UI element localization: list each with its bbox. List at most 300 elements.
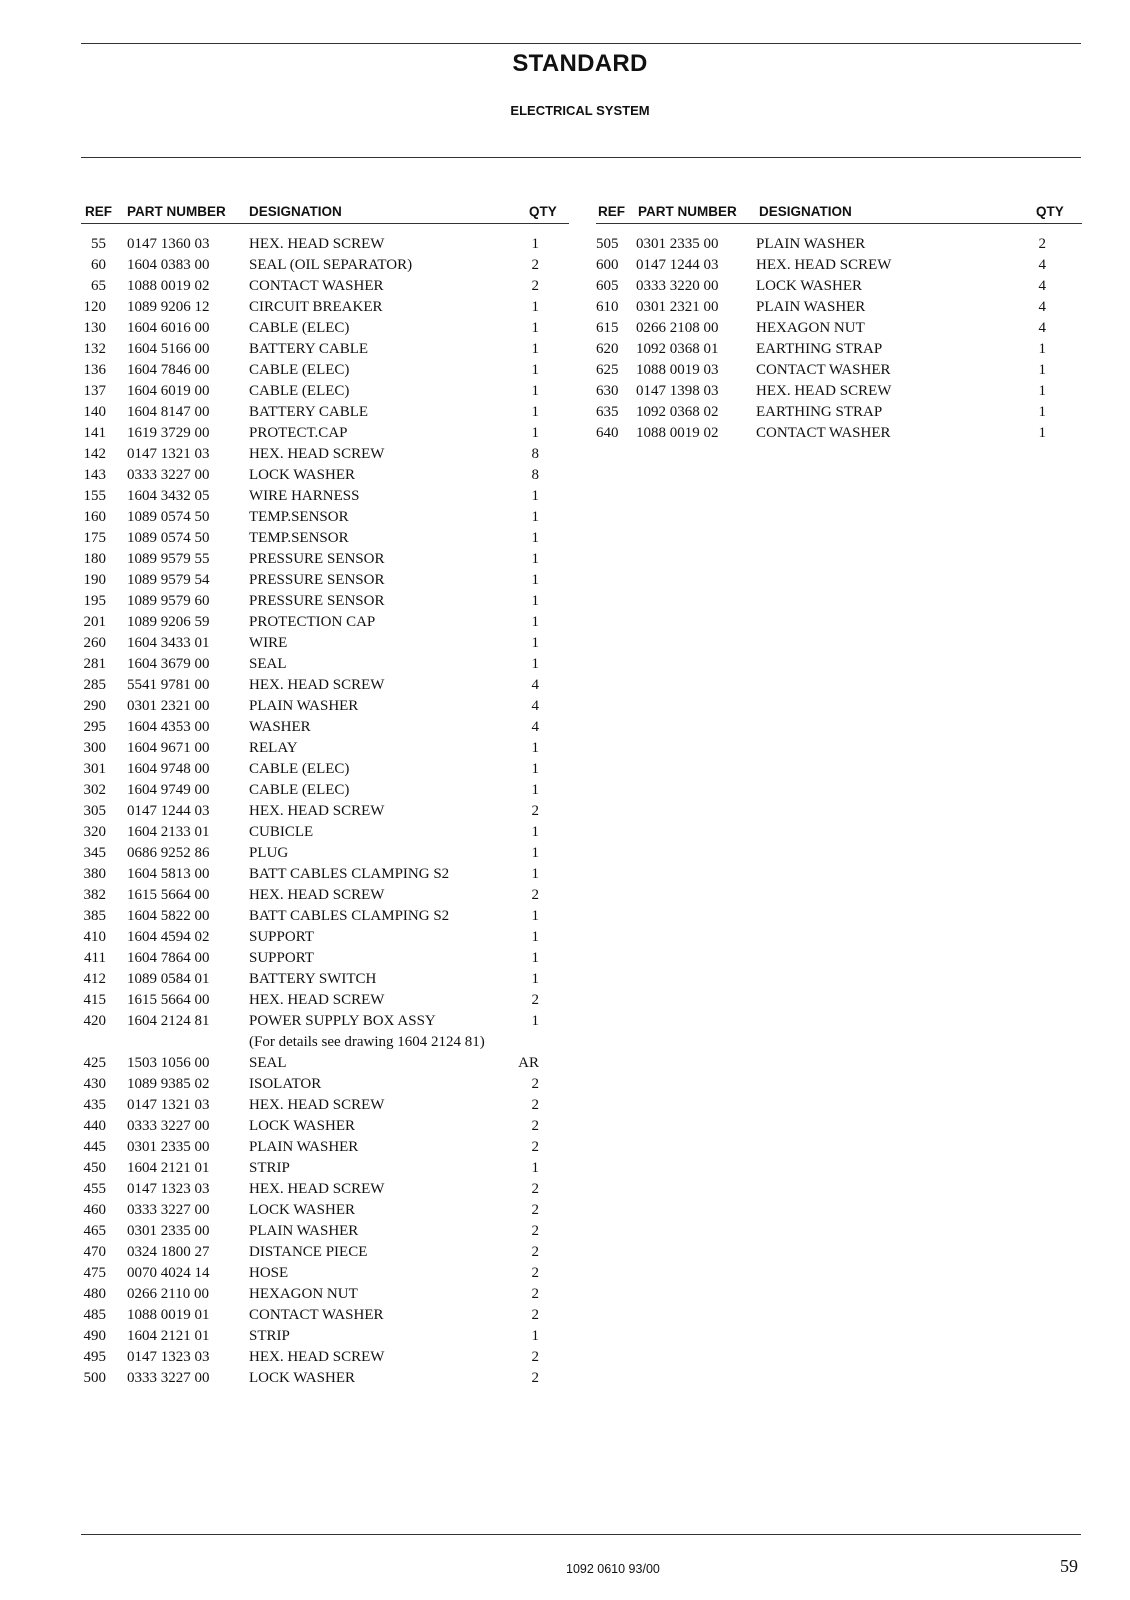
- part-number-cell: 0333 3220 00: [636, 278, 719, 294]
- ref-cell: 382: [83, 887, 106, 903]
- part-number-cell: 1604 7846 00: [127, 362, 210, 378]
- qty-cell: AR: [518, 1055, 539, 1071]
- table-row: [81, 570, 569, 591]
- qty-cell: 1: [1038, 383, 1046, 399]
- table-row: [81, 381, 569, 402]
- qty-cell: 2: [531, 257, 539, 273]
- qty-cell: 2: [531, 803, 539, 819]
- qty-cell: 1: [531, 929, 539, 945]
- qty-cell: 1: [531, 1013, 539, 1029]
- part-number-cell: 1615 5664 00: [127, 887, 210, 903]
- part-number-cell: 1089 0584 01: [127, 971, 210, 987]
- designation-cell: HEX. HEAD SCREW: [249, 992, 385, 1008]
- designation-cell: PLAIN WASHER: [756, 299, 866, 315]
- table-row: [81, 486, 569, 507]
- table-row: [81, 1074, 569, 1095]
- ref-cell: 445: [83, 1139, 106, 1155]
- designation-cell: BATTERY CABLE: [249, 404, 369, 420]
- qty-cell: 1: [531, 383, 539, 399]
- page-number: 59: [1060, 1556, 1078, 1576]
- col-part-number-header: PART NUMBER: [127, 204, 226, 219]
- part-number-cell: 1089 9206 12: [127, 299, 210, 315]
- part-number-cell: 0301 2321 00: [127, 698, 210, 714]
- part-number-cell: 0147 1321 03: [127, 446, 210, 462]
- header-rule: [81, 157, 1081, 158]
- col-part-number-header: PART NUMBER: [638, 204, 737, 219]
- qty-cell: 2: [531, 1307, 539, 1323]
- table-row: [81, 339, 569, 360]
- qty-cell: 4: [531, 677, 539, 693]
- designation-cell: CUBICLE: [249, 824, 314, 840]
- designation-cell: RELAY: [249, 740, 298, 756]
- ref-cell: 435: [83, 1097, 106, 1113]
- table-row: [81, 1347, 569, 1368]
- table-row: [596, 339, 1082, 360]
- ref-cell: 615: [596, 320, 619, 336]
- designation-cell: HEX. HEAD SCREW: [756, 257, 892, 273]
- footer-rule: [81, 1534, 1081, 1535]
- ref-cell: 411: [84, 950, 106, 966]
- qty-cell: 1: [531, 488, 539, 504]
- designation-cell: HEX. HEAD SCREW: [249, 1097, 385, 1113]
- qty-cell: 8: [531, 446, 539, 462]
- part-number-cell: 1604 5813 00: [127, 866, 210, 882]
- ref-cell: 495: [83, 1349, 106, 1365]
- ref-cell: 120: [83, 299, 106, 315]
- table-row: [81, 1011, 569, 1032]
- table-row: [81, 255, 569, 276]
- ref-cell: 630: [596, 383, 619, 399]
- table-row: [81, 423, 569, 444]
- part-number-cell: 0147 1244 03: [636, 257, 719, 273]
- qty-cell: 2: [531, 278, 539, 294]
- ref-cell: 180: [83, 551, 106, 567]
- table-row: [81, 549, 569, 570]
- table-row: [81, 1158, 569, 1179]
- designation-cell: CABLE (ELEC): [249, 320, 350, 336]
- part-number-cell: 0324 1800 27: [127, 1244, 210, 1260]
- table-row: [81, 843, 569, 864]
- designation-cell: WASHER: [249, 719, 311, 735]
- table-row: [81, 822, 569, 843]
- part-number-cell: 1088 0019 02: [127, 278, 210, 294]
- col-qty-header: QTY: [529, 204, 557, 219]
- part-number-cell: 1092 0368 02: [636, 404, 719, 420]
- ref-cell: 132: [83, 341, 106, 357]
- ref-cell: 380: [83, 866, 106, 882]
- ref-cell: 160: [83, 509, 106, 525]
- designation-cell: CABLE (ELEC): [249, 383, 350, 399]
- ref-cell: 480: [83, 1286, 106, 1302]
- table-row: [81, 885, 569, 906]
- table-row: [81, 696, 569, 717]
- table-row: [596, 402, 1082, 423]
- part-number-cell: 0266 2108 00: [636, 320, 719, 336]
- designation-cell: CONTACT WASHER: [249, 278, 384, 294]
- designation-cell: CIRCUIT BREAKER: [249, 299, 383, 315]
- designation-cell: WIRE: [249, 635, 288, 651]
- ref-cell: 201: [83, 614, 106, 630]
- part-number-cell: 1604 2121 01: [127, 1328, 210, 1344]
- part-number-cell: 0266 2110 00: [127, 1286, 209, 1302]
- ref-cell: 60: [91, 257, 106, 273]
- part-number-cell: 1088 0019 02: [636, 425, 719, 441]
- qty-cell: 2: [531, 1370, 539, 1386]
- qty-cell: 1: [531, 572, 539, 588]
- part-number-cell: 1089 9206 59: [127, 614, 210, 630]
- designation-cell: SUPPORT: [249, 950, 314, 966]
- qty-cell: 2: [531, 1202, 539, 1218]
- table-row: [81, 234, 569, 255]
- part-number-cell: 1089 0574 50: [127, 530, 210, 546]
- qty-cell: 4: [1038, 320, 1046, 336]
- ref-cell: 600: [596, 257, 619, 273]
- qty-cell: 1: [531, 299, 539, 315]
- designation-cell: PLAIN WASHER: [249, 1139, 359, 1155]
- table-header: [81, 204, 569, 224]
- designation-cell: HEXAGON NUT: [249, 1286, 358, 1302]
- designation-cell: SEAL (OIL SEPARATOR): [249, 257, 413, 273]
- part-number-cell: 0333 3227 00: [127, 467, 210, 483]
- part-number-cell: 1615 5664 00: [127, 992, 210, 1008]
- designation-cell: PLAIN WASHER: [249, 698, 359, 714]
- qty-cell: 1: [1038, 425, 1046, 441]
- table-row: [81, 759, 569, 780]
- part-number-cell: 1619 3729 00: [127, 425, 210, 441]
- qty-cell: 1: [531, 320, 539, 336]
- part-number-cell: 1604 5822 00: [127, 908, 210, 924]
- designation-cell: SUPPORT: [249, 929, 314, 945]
- qty-cell: 1: [531, 614, 539, 630]
- part-number-cell: 1092 0368 01: [636, 341, 719, 357]
- table-row: [81, 906, 569, 927]
- qty-cell: 4: [531, 719, 539, 735]
- part-number-cell: 1604 2121 01: [127, 1160, 210, 1176]
- designation-cell: BATTERY CABLE: [249, 341, 369, 357]
- designation-cell: HEX. HEAD SCREW: [249, 236, 385, 252]
- table-row: [81, 276, 569, 297]
- ref-cell: 640: [596, 425, 619, 441]
- qty-cell: 1: [531, 908, 539, 924]
- qty-cell: 2: [531, 1181, 539, 1197]
- designation-cell: PRESSURE SENSOR: [249, 593, 385, 609]
- designation-cell: HEX. HEAD SCREW: [249, 887, 385, 903]
- designation-cell: LOCK WASHER: [249, 1118, 355, 1134]
- table-row: [81, 1326, 569, 1347]
- page-subtitle: ELECTRICAL SYSTEM: [510, 103, 650, 118]
- qty-cell: 1: [531, 425, 539, 441]
- designation-cell: STRIP: [249, 1160, 290, 1176]
- part-number-cell: 0147 1323 03: [127, 1181, 210, 1197]
- qty-cell: 1: [531, 236, 539, 252]
- ref-cell: 440: [83, 1118, 106, 1134]
- qty-cell: 1: [531, 845, 539, 861]
- ref-cell: 460: [83, 1202, 106, 1218]
- qty-cell: 4: [1038, 299, 1046, 315]
- table-row: [81, 465, 569, 486]
- designation-cell: HOSE: [249, 1265, 289, 1281]
- designation-cell: PLAIN WASHER: [756, 236, 866, 252]
- ref-cell: 285: [83, 677, 106, 693]
- designation-cell: SEAL: [249, 1055, 287, 1071]
- part-number-cell: 1089 0574 50: [127, 509, 210, 525]
- designation-cell: ISOLATOR: [249, 1076, 322, 1092]
- designation-cell: HEX. HEAD SCREW: [756, 383, 892, 399]
- qty-cell: 1: [531, 551, 539, 567]
- ref-cell: 305: [83, 803, 106, 819]
- table-body: [81, 234, 569, 1389]
- table-row: [81, 507, 569, 528]
- table-row: [81, 444, 569, 465]
- designation-cell: PROTECTION CAP: [249, 614, 376, 630]
- ref-cell: 137: [83, 383, 106, 399]
- table-row: [81, 1242, 569, 1263]
- part-number-cell: 1088 0019 03: [636, 362, 719, 378]
- table-row: [81, 612, 569, 633]
- qty-cell: 1: [531, 341, 539, 357]
- qty-cell: 1: [531, 635, 539, 651]
- qty-cell: 2: [531, 992, 539, 1008]
- ref-cell: 385: [83, 908, 106, 924]
- qty-cell: 4: [531, 698, 539, 714]
- table-row: [81, 927, 569, 948]
- qty-cell: 1: [531, 530, 539, 546]
- qty-cell: 1: [531, 362, 539, 378]
- ref-cell: 635: [596, 404, 619, 420]
- ref-cell: 410: [83, 929, 106, 945]
- part-number-cell: 1604 3679 00: [127, 656, 210, 672]
- qty-cell: 1: [531, 509, 539, 525]
- table-row: [81, 1368, 569, 1389]
- table-row: [81, 1179, 569, 1200]
- ref-cell: 320: [83, 824, 106, 840]
- part-number-cell: 0301 2335 00: [127, 1139, 210, 1155]
- ref-cell: 475: [83, 1265, 106, 1281]
- designation-cell: TEMP.SENSOR: [249, 509, 349, 525]
- ref-cell: 302: [83, 782, 106, 798]
- ref-cell: 505: [596, 236, 619, 252]
- part-number-cell: 0301 2335 00: [636, 236, 719, 252]
- table-row: [81, 1137, 569, 1158]
- designation-cell: POWER SUPPLY BOX ASSY: [249, 1013, 436, 1029]
- qty-cell: 1: [531, 971, 539, 987]
- ref-cell: 500: [83, 1370, 106, 1386]
- table-row: [596, 255, 1082, 276]
- ref-cell: 195: [83, 593, 106, 609]
- qty-cell: 2: [531, 1097, 539, 1113]
- part-number-cell: 0147 1244 03: [127, 803, 210, 819]
- table-row: [81, 1095, 569, 1116]
- qty-cell: 1: [1038, 341, 1046, 357]
- qty-cell: 1: [531, 1328, 539, 1344]
- ref-cell: 141: [83, 425, 106, 441]
- table-row: [81, 1221, 569, 1242]
- table-row: [596, 423, 1082, 444]
- part-number-cell: 1604 5166 00: [127, 341, 210, 357]
- table-row: [596, 234, 1082, 255]
- qty-cell: 2: [531, 1286, 539, 1302]
- designation-cell: HEXAGON NUT: [756, 320, 865, 336]
- ref-cell: 65: [91, 278, 106, 294]
- table-header: [596, 204, 1082, 224]
- qty-cell: 4: [1038, 257, 1046, 273]
- page-title: STANDARD: [512, 50, 648, 77]
- designation-cell: (For details see drawing 1604 2124 81): [249, 1034, 485, 1050]
- designation-cell: LOCK WASHER: [249, 1202, 355, 1218]
- col-ref-header: REF: [598, 204, 625, 219]
- table-body: [596, 234, 1082, 444]
- designation-cell: CABLE (ELEC): [249, 761, 350, 777]
- designation-cell: CONTACT WASHER: [756, 362, 891, 378]
- parts-table-left: [81, 204, 569, 1389]
- part-number-cell: 0333 3227 00: [127, 1202, 210, 1218]
- table-row: [81, 990, 569, 1011]
- designation-cell: HEX. HEAD SCREW: [249, 1349, 385, 1365]
- qty-cell: 1: [531, 866, 539, 882]
- part-number-cell: 1088 0019 01: [127, 1307, 210, 1323]
- table-row: [81, 654, 569, 675]
- ref-cell: 450: [83, 1160, 106, 1176]
- designation-cell: LOCK WASHER: [249, 1370, 355, 1386]
- table-row: [81, 591, 569, 612]
- designation-cell: PROTECT.CAP: [249, 425, 348, 441]
- table-row: [596, 360, 1082, 381]
- designation-cell: HEX. HEAD SCREW: [249, 677, 385, 693]
- designation-cell: CONTACT WASHER: [249, 1307, 384, 1323]
- table-row: [81, 402, 569, 423]
- table-row: [81, 1116, 569, 1137]
- qty-cell: 1: [531, 824, 539, 840]
- ref-cell: 425: [83, 1055, 106, 1071]
- table-row: [81, 633, 569, 654]
- designation-cell: EARTHING STRAP: [756, 404, 883, 420]
- col-ref-header: REF: [85, 204, 112, 219]
- ref-cell: 415: [83, 992, 106, 1008]
- table-row: [81, 717, 569, 738]
- designation-cell: TEMP.SENSOR: [249, 530, 349, 546]
- ref-cell: 620: [596, 341, 619, 357]
- table-row: [81, 780, 569, 801]
- table-row: [81, 1032, 569, 1053]
- designation-cell: BATT CABLES CLAMPING S2: [249, 866, 450, 882]
- part-number-cell: 0147 1360 03: [127, 236, 210, 252]
- qty-cell: 1: [1038, 404, 1046, 420]
- part-number-cell: 0301 2321 00: [636, 299, 719, 315]
- part-number-cell: 0070 4024 14: [127, 1265, 210, 1281]
- designation-cell: SEAL: [249, 656, 287, 672]
- qty-cell: 2: [531, 887, 539, 903]
- qty-cell: 1: [531, 950, 539, 966]
- table-row: [596, 318, 1082, 339]
- part-number-cell: 1089 9579 60: [127, 593, 210, 609]
- part-number-cell: 1503 1056 00: [127, 1055, 210, 1071]
- ref-cell: 301: [83, 761, 106, 777]
- part-number-cell: 1604 4594 02: [127, 929, 210, 945]
- ref-cell: 260: [83, 635, 106, 651]
- table-row: [596, 297, 1082, 318]
- ref-cell: 455: [83, 1181, 106, 1197]
- qty-cell: 2: [1038, 236, 1046, 252]
- ref-cell: 465: [83, 1223, 106, 1239]
- part-number-cell: 1604 3433 01: [127, 635, 210, 651]
- col-designation-header: DESIGNATION: [759, 204, 852, 219]
- qty-cell: 1: [531, 740, 539, 756]
- ref-cell: 175: [83, 530, 106, 546]
- ref-cell: 412: [83, 971, 106, 987]
- designation-cell: PRESSURE SENSOR: [249, 551, 385, 567]
- table-row: [81, 528, 569, 549]
- qty-cell: 2: [531, 1076, 539, 1092]
- qty-cell: 2: [531, 1223, 539, 1239]
- ref-cell: 140: [83, 404, 106, 420]
- qty-cell: 2: [531, 1139, 539, 1155]
- ref-cell: 55: [91, 236, 106, 252]
- ref-cell: 485: [83, 1307, 106, 1323]
- qty-cell: 8: [531, 467, 539, 483]
- designation-cell: CABLE (ELEC): [249, 782, 350, 798]
- qty-cell: 2: [531, 1118, 539, 1134]
- table-row: [596, 381, 1082, 402]
- part-number-cell: 1604 2133 01: [127, 824, 210, 840]
- part-number-cell: 0301 2335 00: [127, 1223, 210, 1239]
- ref-cell: 470: [83, 1244, 106, 1260]
- designation-cell: EARTHING STRAP: [756, 341, 883, 357]
- designation-cell: LOCK WASHER: [756, 278, 862, 294]
- table-row: [81, 675, 569, 696]
- part-number-cell: 1604 6019 00: [127, 383, 210, 399]
- designation-cell: CABLE (ELEC): [249, 362, 350, 378]
- qty-cell: 2: [531, 1265, 539, 1281]
- table-row: [81, 360, 569, 381]
- document-code: 1092 0610 93/00: [566, 1562, 660, 1576]
- designation-cell: PLUG: [249, 845, 289, 861]
- part-number-cell: 1604 4353 00: [127, 719, 210, 735]
- ref-cell: 430: [83, 1076, 106, 1092]
- table-row: [81, 297, 569, 318]
- part-number-cell: 0333 3227 00: [127, 1370, 210, 1386]
- part-number-cell: 1604 9749 00: [127, 782, 210, 798]
- qty-cell: 1: [531, 761, 539, 777]
- qty-cell: 2: [531, 1349, 539, 1365]
- part-number-cell: 1604 9671 00: [127, 740, 210, 756]
- ref-cell: 295: [83, 719, 106, 735]
- table-row: [596, 276, 1082, 297]
- part-number-cell: 1604 6016 00: [127, 320, 210, 336]
- table-row: [81, 1305, 569, 1326]
- part-number-cell: 5541 9781 00: [127, 677, 210, 693]
- qty-cell: 1: [531, 782, 539, 798]
- designation-cell: BATTERY SWITCH: [249, 971, 377, 987]
- part-number-cell: 1089 9385 02: [127, 1076, 210, 1092]
- ref-cell: 290: [83, 698, 106, 714]
- qty-cell: 1: [531, 1160, 539, 1176]
- part-number-cell: 1604 3432 05: [127, 488, 210, 504]
- designation-cell: HEX. HEAD SCREW: [249, 1181, 385, 1197]
- ref-cell: 143: [83, 467, 106, 483]
- table-row: [81, 969, 569, 990]
- qty-cell: 1: [531, 656, 539, 672]
- ref-cell: 190: [83, 572, 106, 588]
- designation-cell: BATT CABLES CLAMPING S2: [249, 908, 450, 924]
- designation-cell: PRESSURE SENSOR: [249, 572, 385, 588]
- table-row: [81, 1053, 569, 1074]
- part-number-cell: 0333 3227 00: [127, 1118, 210, 1134]
- ref-cell: 625: [596, 362, 619, 378]
- part-number-cell: 0686 9252 86: [127, 845, 210, 861]
- part-number-cell: 0147 1323 03: [127, 1349, 210, 1365]
- ref-cell: 155: [83, 488, 106, 504]
- parts-table-right: [596, 204, 1082, 444]
